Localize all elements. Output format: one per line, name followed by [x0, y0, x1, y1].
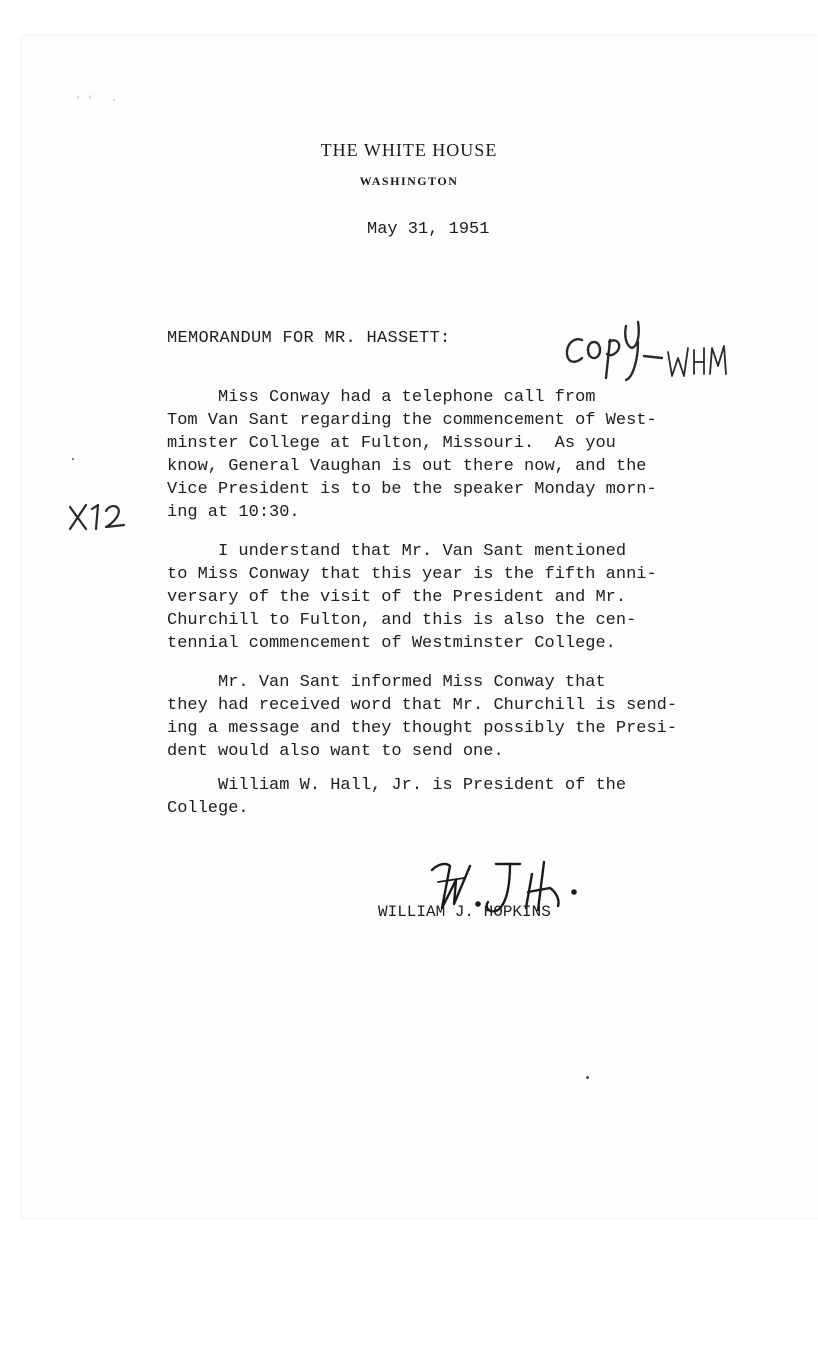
paragraph-line: they had received word that Mr. Churchill is send- [167, 696, 678, 715]
paragraph-line: William W. Hall, Jr. is President of the [167, 776, 627, 795]
paragraph-1 [167, 386, 657, 524]
paragraph-line: ing a message and they thought possibly the Presi- [167, 719, 678, 738]
paper-speck [586, 1076, 589, 1079]
signer-name: WILLIAM J. HOPKINS [378, 903, 551, 921]
paragraph-line: to Miss Conway that this year is the fifth anni- [167, 565, 657, 584]
paragraph-line: Tom Van Sant regarding the commencement of West- [167, 411, 657, 430]
paragraph-line: versary of the visit of the President and Mr. [167, 588, 627, 607]
paragraph-line: I understand that Mr. Van Sant mentioned [167, 542, 627, 561]
paragraph-line: dent would also want to send one. [167, 742, 504, 761]
paragraph-line: College. [167, 799, 249, 818]
paragraph-line: minster College at Fulton, Missouri. As you [167, 434, 616, 453]
signature-text: W.J.H. [424, 852, 427, 853]
margin-note-text: X12 [66, 495, 68, 496]
paragraph-line: Churchill to Fulton, and this is also the cen- [167, 611, 637, 630]
letterhead-title: THE WHITE HOUSE [320, 140, 498, 160]
handwritten-copy-text: copy WJH [560, 312, 565, 313]
paragraph-line: Vice President is to be the speaker Monday morn- [167, 480, 657, 499]
paragraph-3 [167, 671, 677, 763]
margin-note-x12 [66, 495, 136, 535]
faint-marks: ‘ ’ ˙ · [75, 96, 118, 107]
memo-date: May 31, 1951 [367, 220, 490, 239]
handwritten-copy-note [560, 312, 740, 392]
paragraph-line: ing at 10:30. [167, 503, 300, 522]
paragraph-line: Miss Conway had a telephone call from [167, 388, 596, 407]
paragraph-2 [167, 540, 657, 655]
paragraph-4 [167, 774, 626, 820]
paragraph-line: tennial commencement of Westminster College. [167, 634, 616, 653]
paper-speck [72, 458, 74, 460]
paragraph-line: know, General Vaughan is out there now, and the [167, 457, 647, 476]
letterhead-city: WASHINGTON [359, 174, 459, 188]
memo-heading: MEMORANDUM FOR MR. HASSETT: [167, 329, 451, 348]
paragraph-line: Mr. Van Sant informed Miss Conway that [167, 673, 606, 692]
